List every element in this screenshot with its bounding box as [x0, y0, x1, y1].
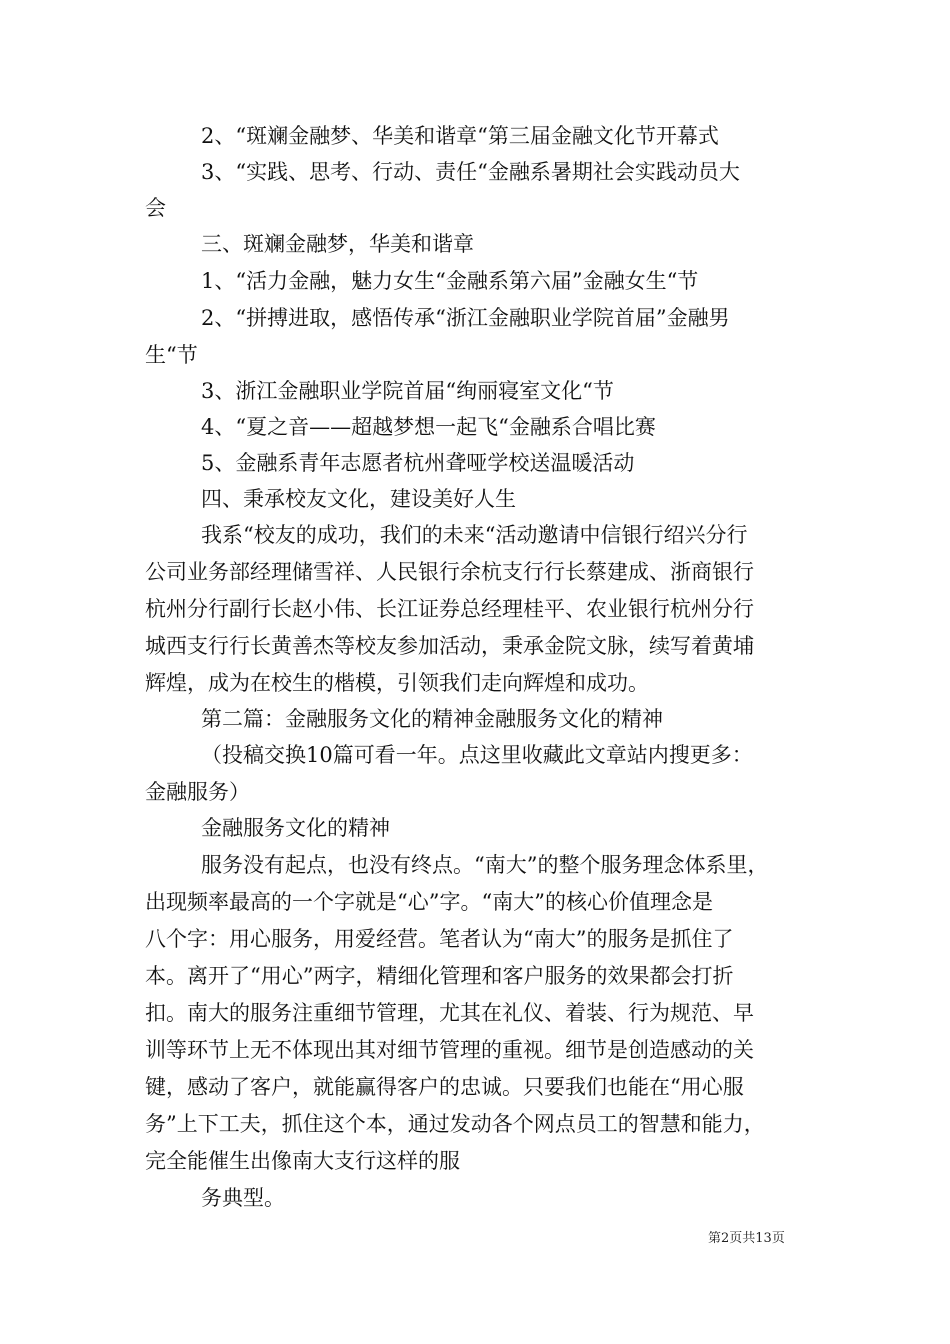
- text-line: 3、浙江金融职业学院首届“绚丽寝室文化“节: [201, 379, 614, 403]
- text-line: 务”上下工夫，抓住这个本，通过发动各个网点员工的智慧和能力，: [145, 1112, 765, 1136]
- text-line: 务典型。: [201, 1186, 285, 1210]
- text-line: 城西支行行长黄善杰等校友参加活动，秉承金院文脉，续写着黄埔: [145, 634, 754, 658]
- text-line: 杭州分行副行长赵小伟、长江证券总经理桂平、农业银行杭州分行: [145, 597, 754, 621]
- text-line: 扣。南大的服务注重细节管理，尤其在礼仪、着装、行为规范、早: [145, 1001, 754, 1025]
- text-line: 公司业务部经理储雪祥、人民银行余杭支行行长蔡建成、浙商银行: [145, 560, 754, 584]
- text-line: （投稿交换10篇可看一年。点这里收藏此文章站内搜更多：: [201, 743, 753, 767]
- text-line: 我系“校友的成功，我们的未来“活动邀请中信银行绍兴分行: [201, 523, 748, 547]
- text-line: 金融服务）: [145, 780, 250, 804]
- text-line: 2、“拼搏进取，感悟传承“浙江金融职业学院首届”金融男: [201, 306, 730, 330]
- section-heading: 四、秉承校友文化，建设美好人生: [201, 487, 516, 511]
- text-line: 辉煌，成为在校生的楷模，引领我们走向辉煌和成功。: [145, 671, 649, 695]
- text-line: 完全能催生出像南大支行这样的服: [145, 1149, 460, 1173]
- text-line: 生“节: [145, 343, 198, 367]
- section-heading: 第二篇：金融服务文化的精神金融服务文化的精神: [201, 707, 663, 731]
- text-line: 出现频率最高的一个字就是“心”字。“南大”的核心价值理念是: [145, 890, 713, 914]
- text-line: 2、“斑斓金融梦、华美和谐章“第三届金融文化节开幕式: [201, 124, 719, 148]
- text-line: 服务没有起点，也没有终点。“南大”的整个服务理念体系里，: [201, 853, 769, 877]
- page-number: 第2页共13页: [708, 1231, 785, 1246]
- text-line: 本。离开了“用心”两字，精细化管理和客户服务的效果都会打折: [145, 964, 734, 988]
- text-line: 训等环节上无不体现出其对细节管理的重视。细节是创造感动的关: [145, 1038, 754, 1062]
- text-line: 八个字：用心服务，用爱经营。笔者认为“南大”的服务是抓住了: [145, 927, 734, 951]
- article-title: 金融服务文化的精神: [201, 816, 390, 840]
- text-line: 4、“夏之音——超越梦想一起飞“金融系合唱比赛: [201, 415, 656, 439]
- section-heading: 三、斑斓金融梦，华美和谐章: [201, 232, 474, 256]
- text-line: 键，感动了客户，就能赢得客户的忠诚。只要我们也能在“用心服: [145, 1075, 744, 1099]
- text-line: 会: [145, 196, 166, 220]
- text-line: 3、“实践、思考、行动、责任“金融系暑期社会实践动员大: [201, 160, 740, 184]
- text-line: 5、金融系青年志愿者杭州聋哑学校送温暖活动: [201, 451, 635, 475]
- text-line: 1、“活力金融，魅力女生“金融系第六届”金融女生“节: [201, 269, 699, 293]
